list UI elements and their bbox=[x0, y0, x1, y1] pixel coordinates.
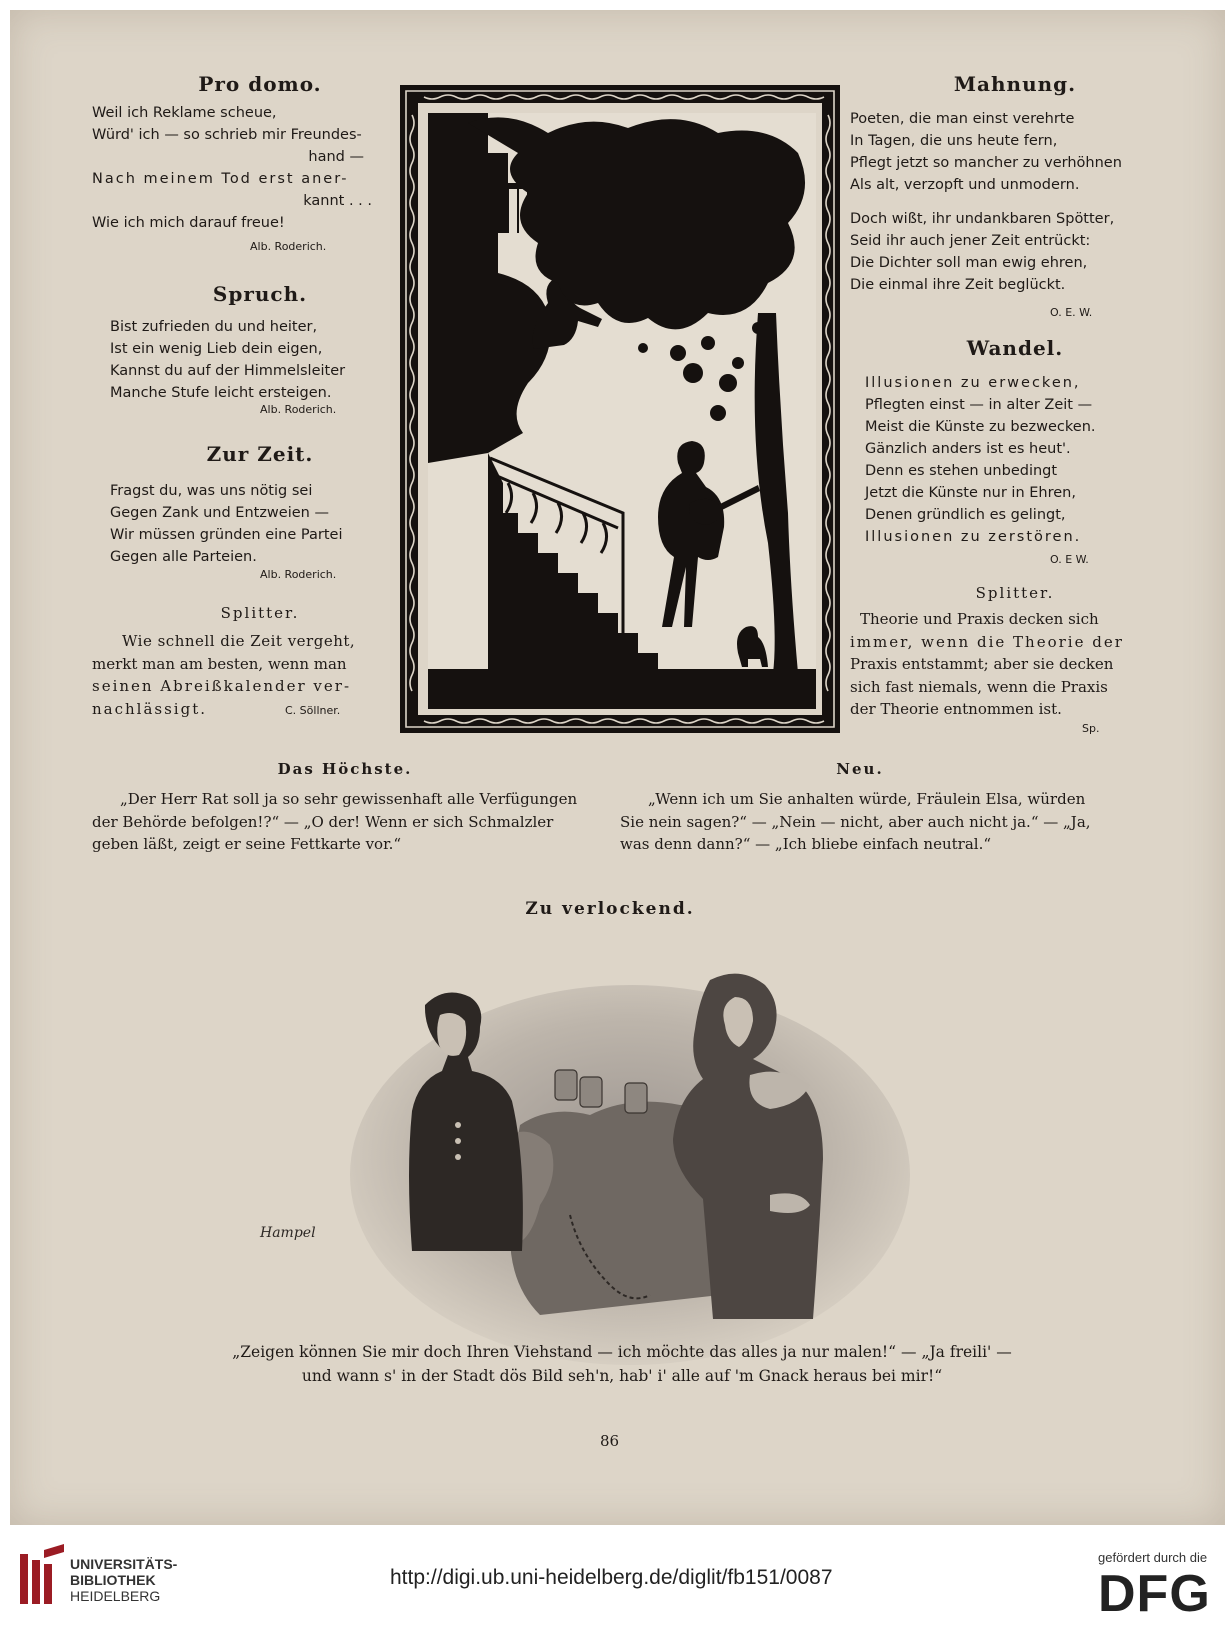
splitter-right-author: Sp. bbox=[1082, 722, 1100, 735]
poem-line: Ist ein wenig Lieb dein eigen, bbox=[110, 341, 323, 357]
poem-line: hand — bbox=[308, 149, 364, 165]
poem-line: Gegen alle Parteien. bbox=[110, 549, 257, 565]
page-number: 86 bbox=[600, 1432, 620, 1450]
prose-line: was denn dann?“ — „Ich bliebe einfach neutral.“ bbox=[620, 835, 992, 853]
splitter-left-title: Splitter. bbox=[220, 604, 300, 622]
poem-line: Weil ich Reklame scheue, bbox=[92, 105, 277, 121]
logo-line: HEIDELBERG bbox=[70, 1588, 161, 1604]
zur-zeit-poem bbox=[110, 480, 342, 568]
spruch-title: Spruch. bbox=[212, 282, 308, 306]
zur-zeit-author: Alb. Roderich. bbox=[260, 568, 337, 581]
poem-line: Meist die Künste zu bezwecken. bbox=[865, 419, 1096, 435]
illustration-title: Zu verlockend. bbox=[525, 899, 695, 919]
splitter-right-text bbox=[850, 608, 1150, 721]
poem-line: Pflegt jetzt so mancher zu verhöhnen bbox=[850, 155, 1122, 171]
university-logo-text bbox=[70, 1556, 177, 1604]
poem-line: Wie ich mich darauf freue! bbox=[92, 215, 285, 231]
poem-line: Pflegten einst — in alter Zeit — bbox=[865, 397, 1093, 413]
wandel-title: Wandel. bbox=[966, 336, 1064, 360]
caption-line: „Zeigen können Sie mir doch Ihren Viehstand — ich möchte das alles ja nur malen!“ — „Ja freili' — bbox=[232, 1343, 1012, 1361]
spruch-poem bbox=[110, 316, 345, 404]
poem-line: Doch wißt, ihr undankbaren Spötter, bbox=[850, 211, 1115, 227]
das-hoechste-text bbox=[92, 788, 612, 856]
funding-text: gefördert durch die bbox=[1098, 1550, 1208, 1565]
poem-line: Die einmal ihre Zeit beglückt. bbox=[850, 277, 1066, 293]
poem-line: Denen gründlich es gelingt, bbox=[865, 507, 1066, 523]
poem-line: Würd' ich — so schrieb mir Freundes- bbox=[92, 127, 362, 143]
prose-line: Theorie und Praxis decken sich bbox=[860, 610, 1099, 628]
prose-line: Praxis entstammt; aber sie decken bbox=[850, 655, 1114, 673]
poem-line: Als alt, verzopft und unmodern. bbox=[850, 177, 1080, 193]
poem-line: Bist zufrieden du und heiter, bbox=[110, 319, 318, 335]
footer-bar bbox=[0, 1528, 1231, 1631]
prose-line: „Der Herr Rat soll ja so sehr gewissenhaft alle Verfügungen bbox=[120, 790, 578, 808]
permalink-url[interactable]: http://digi.ub.uni-heidelberg.de/diglit/fb151/0087 bbox=[390, 1566, 833, 1589]
poem-line: Denn es stehen unbedingt bbox=[865, 463, 1058, 479]
prose-line: merkt man am besten, wenn man bbox=[92, 654, 347, 673]
silhouette-frame bbox=[400, 85, 840, 733]
poem-line: Illusionen zu erwecken, bbox=[865, 375, 1081, 391]
mahnung-title: Mahnung. bbox=[953, 72, 1077, 96]
prose-line: der Behörde befolgen!?“ — „O der! Wenn er sich Schmalzler bbox=[92, 812, 554, 831]
caption-line: und wann s' in der Stadt dös Bild seh'n, hab' i' alle auf 'm Gnack heraus bei mir!“ bbox=[301, 1367, 943, 1385]
wandel-poem bbox=[865, 372, 1096, 548]
prose-line: Wie schnell die Zeit vergeht, bbox=[122, 632, 356, 650]
prose-line: „Wenn ich um Sie anhalten würde, Fräulein Elsa, würden bbox=[648, 790, 1086, 808]
illustration-drawing bbox=[340, 965, 910, 1365]
frame-inner bbox=[416, 101, 824, 717]
pro-domo-author: Alb. Roderich. bbox=[250, 240, 327, 253]
mahnung-author: O. E. W. bbox=[1050, 306, 1093, 319]
poem-line: In Tagen, die uns heute fern, bbox=[850, 133, 1058, 149]
wandel-author: O. E W. bbox=[1050, 553, 1089, 566]
university-logo-icon bbox=[16, 1540, 66, 1610]
scanned-page bbox=[10, 10, 1225, 1525]
pro-domo-title: Pro domo. bbox=[198, 72, 322, 96]
illustration-caption bbox=[92, 1340, 1152, 1388]
spruch-author: Alb. Roderich. bbox=[260, 403, 337, 416]
silhouette-illustration bbox=[428, 113, 816, 709]
zur-zeit-title: Zur Zeit. bbox=[206, 442, 314, 466]
logo-line: UNIVERSITÄTS- bbox=[70, 1556, 178, 1572]
mahnung-poem bbox=[850, 108, 1122, 296]
poem-line: Die Dichter soll man ewig ehren, bbox=[850, 255, 1088, 271]
poem-line: Seid ihr auch jener Zeit entrückt: bbox=[850, 233, 1091, 249]
logo-line: BIBLIOTHEK bbox=[70, 1572, 156, 1588]
poem-spacer bbox=[850, 196, 1122, 208]
prose-line: nachlässigt. bbox=[92, 699, 207, 718]
poem-line: Poeten, die man einst verehrte bbox=[850, 111, 1075, 127]
prose-line: der Theorie entnommen ist. bbox=[850, 700, 1062, 718]
poem-line: kannt . . . bbox=[303, 193, 372, 209]
prose-line: geben läßt, zeigt er seine Fettkarte vor.“ bbox=[92, 835, 402, 853]
artist-signature: Hampel bbox=[260, 1225, 316, 1241]
poem-line: Gänzlich anders ist es heut'. bbox=[865, 441, 1071, 457]
das-hoechste-title: Das Höchste. bbox=[277, 760, 413, 778]
poem-line: Gegen Zank und Entzweien — bbox=[110, 505, 329, 521]
poem-line: Nach meinem Tod erst aner- bbox=[92, 171, 349, 187]
dfg-logo: DFG bbox=[1098, 1565, 1211, 1623]
prose-line: seinen Abreißkalender ver- bbox=[92, 677, 352, 695]
poem-line: Kannst du auf der Himmelsleiter bbox=[110, 363, 346, 379]
neu-title: Neu. bbox=[836, 760, 884, 778]
neu-text bbox=[620, 788, 1140, 856]
illustration bbox=[260, 965, 910, 1365]
poem-line: Illusionen zu zerstören. bbox=[865, 529, 1082, 545]
splitter-left-author: C. Söllner. bbox=[285, 704, 341, 717]
poem-line: Wir müssen gründen eine Partei bbox=[110, 527, 343, 543]
prose-line: immer, wenn die Theorie der bbox=[850, 632, 1124, 651]
poem-line: Manche Stufe leicht ersteigen. bbox=[110, 385, 332, 401]
silhouette-scene bbox=[428, 113, 816, 709]
prose-line: sich fast niemals, wenn die Praxis bbox=[850, 677, 1108, 696]
poem-line: Jetzt die Künste nur in Ehren, bbox=[865, 485, 1076, 501]
prose-line: Sie nein sagen?“ — „Nein — nicht, aber auch nicht ja.“ — „Ja, bbox=[620, 812, 1091, 831]
poem-line: Fragst du, was uns nötig sei bbox=[110, 483, 313, 499]
pro-domo-poem bbox=[92, 102, 382, 234]
splitter-right-title: Splitter. bbox=[975, 584, 1055, 602]
